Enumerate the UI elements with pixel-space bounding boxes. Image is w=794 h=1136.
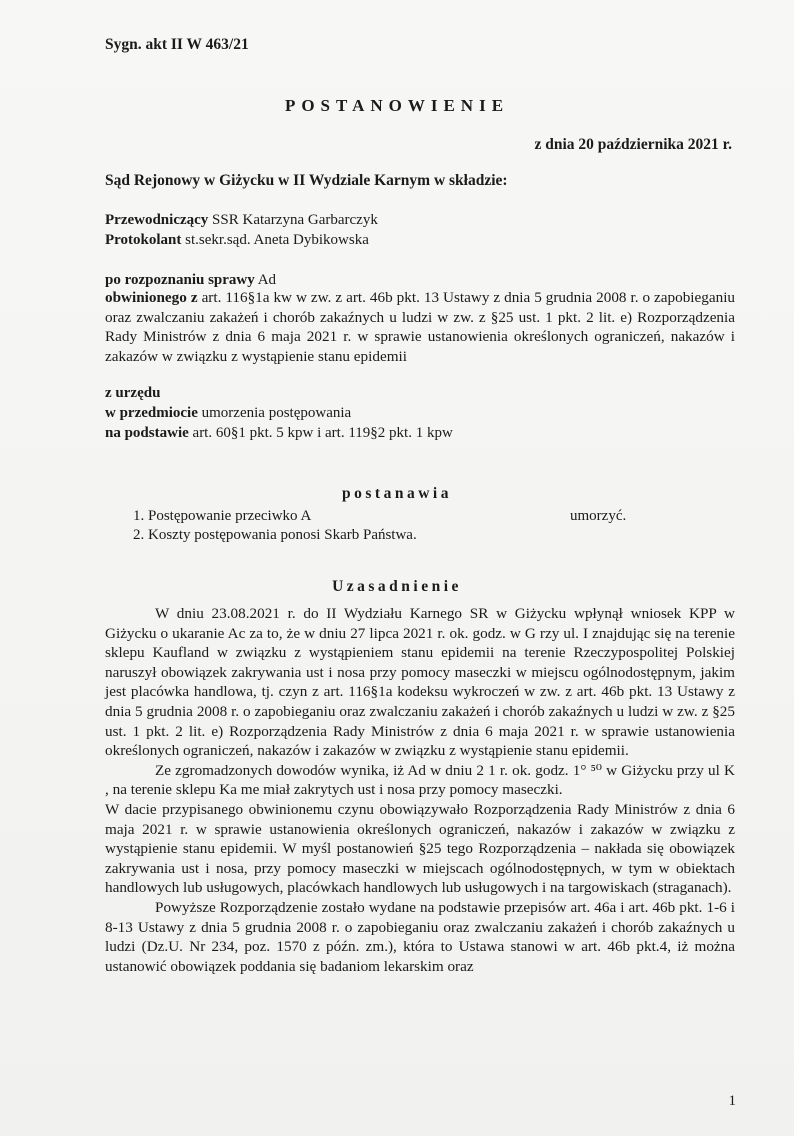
chair-name: SSR Katarzyna Garbarczyk [212,212,378,228]
justification-paragraph: Ze zgromadzonych dowodów wynika, iż Ad w dniu 2 1 r. ok. godz. 1° ⁵⁰ w Giżycku przy ul K , na terenie sklepu Ka me miał zakrytych ust i nosa przy pomocy maseczki. [105,761,735,799]
subject-line [105,405,351,422]
justification-heading: Uzasadnienie [332,578,462,595]
justification-paragraph: W dacie przypisanego obwinionemu czynu obowiązywało Rozporządzenia Rady Ministrów z dnia 6 maja 2021 r. w sprawie ustanowienia określonych ograniczeń, nakazów i zakazów w związku z wystąpienie stanu epidemii. W myśl postanowień §25 tego Rozporządzenia – nakłada się obowiązek zakrywania ust i nosa, przy pomocy maseczki w miejscach ogólnodostępnych, w tym w obiektach handlowych lub usługowych, placówkach handlowych lub usługowych i na targowiskach (straganach). [105,800,735,897]
decision-heading: postanawia [342,485,452,502]
decision-item: 2. Koszty postępowania ponosi Skarb Państwa. [148,527,708,544]
clerk-label: Protokolant [105,232,182,248]
court-composition-heading: Sąd Rejonowy w Giżycku w II Wydziale Karnym w składzie: [105,172,508,189]
case-value: Ad [257,272,277,288]
page-number: 1 [728,1093,736,1109]
justification-body [105,604,735,976]
case-label: po rozpoznaniu sprawy [105,272,255,288]
case-signature: Sygn. akt II W 463/21 [105,36,249,53]
clerk-line [105,232,369,249]
official-label: z urzędu [105,385,161,401]
case-line [105,272,276,289]
subject-label: w przedmiocie [105,405,198,421]
justification-paragraph: Powyższe Rozporządzenie zostało wydane na podstawie przepisów art. 46a i art. 46b pkt. 1-6 i 8-13 Ustawy z dnia 5 grudnia 2008 r. o zapobieganiu oraz zwalczaniu zakażeń i chorób zakaźnych u ludzi (Dz.U. Nr 234, poz. 1570 z późn. zm.), która to Ustawa stanowi w art. 46b pkt.4, iż można ustanowić obowiązek poddania się badaniom lekarskim oraz [105,898,735,975]
clerk-name: st.sekr.sąd. Aneta Dybikowska [185,232,369,248]
basis-value: art. 60§1 pkt. 5 kpw i art. 119§2 pkt. 1 kpw [192,425,453,441]
decision-list [118,508,708,546]
basis-line [105,425,453,442]
chair-label: Przewodniczący [105,212,209,228]
document-date: z dnia 20 października 2021 r. [534,136,732,153]
decision-item1-prefix: Postępowanie przeciwko A [148,508,312,524]
basis-label: na podstawie [105,425,189,441]
chair-line [105,212,378,229]
accused-paragraph [105,288,735,366]
decision-item [148,508,708,525]
accused-label: obwinionego z [105,289,198,306]
accused-text: art. 116§1a kw w zw. z art. 46b pkt. 13 Ustawy z dnia 5 grudnia 2008 r. o zapobieganiu oraz zwalczaniu zakażeń i chorób zakaźnych u ludzi w zw. z §25 ust. 1 pkt. 2 lit. e) Rozporządzenia Rady Ministrów z dnia 6 maja 2021 r. w sprawie ustanowienia określonych ograniczeń, nakazów i zakazów w związku z wystąpienie stanu epidemii [105,289,736,365]
document-title: POSTANOWIENIE [284,96,510,115]
justification-paragraph: W dniu 23.08.2021 r. do II Wydziału Karnego SR w Giżycku wpłynął wniosek KPP w Giżycku o ukaranie Ac za to, że w dniu 27 lipca 2021 r. ok. godz. w G rzy ul. I znajdując się na terenie sklepu Kaufland w związku z wystąpieniem stanu epidemii na terenie Rzeczypospolitej Polskiej naruszył obowiązek zakrywania ust i nosa przy pomocy maseczki w miejscu ogólnodostępnym, jakim jest placówka handlowa, tj. czyn z art. 116§1a kodeksu wykroczeń w zw. z art. 46b pkt. 13 Ustawy z dnia 5 grudnia 2008 r. o zapobieganiu oraz zwalczaniu zakażeń i chorób zakaźnych u ludzi w zw. z §25 ust. 1 pkt. 2 lit. e) Rozporządzenia Rady Ministrów z dnia 6 maja 2021 r. w sprawie ustanowienia określonych ograniczeń, nakazów i zakazów w związku z wystąpienie stanu epidemii. [105,605,735,760]
decision-item1-suffix: umorzyć. [570,508,627,524]
subject-value: umorzenia postępowania [201,405,352,421]
